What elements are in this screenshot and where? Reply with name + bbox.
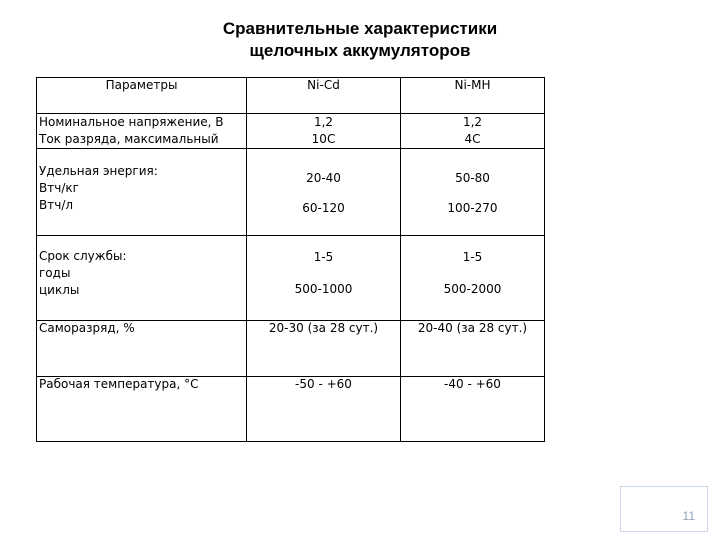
page-number: 11 xyxy=(682,509,695,523)
row-label: Срок службы: xyxy=(39,249,127,263)
nimh-value: 100-270 xyxy=(447,201,498,215)
row-label: Удельная энергия: xyxy=(39,164,158,178)
nicd-value: 10C xyxy=(311,132,336,146)
nimh-cell xyxy=(401,114,545,149)
header-nimh: Ni-MH xyxy=(401,78,545,114)
nimh-value: 1-5 xyxy=(462,250,483,264)
slide-title-line-2: щелочных аккумуляторов xyxy=(249,41,471,60)
row-label: Втч/л xyxy=(39,198,74,212)
table-row xyxy=(37,321,545,377)
row-label: Рабочая температура, °С xyxy=(37,377,247,442)
row-label: годы xyxy=(39,266,71,280)
nimh-value: -40 - +60 xyxy=(401,377,545,442)
nimh-value: 4C xyxy=(464,132,481,146)
row-label: Втч/кг xyxy=(39,181,79,195)
nimh-value: 500-2000 xyxy=(443,282,502,296)
table-row xyxy=(37,149,545,236)
row-label-cell xyxy=(37,114,247,149)
row-label: Номинальное напряжение, В xyxy=(39,115,224,129)
comparison-table xyxy=(36,77,545,442)
nicd-value: 20-40 xyxy=(306,171,341,185)
nimh-cell xyxy=(401,236,545,321)
row-label: Саморазряд, % xyxy=(37,321,247,377)
nimh-value: 50-80 xyxy=(455,171,490,185)
nicd-value: 500-1000 xyxy=(294,282,353,296)
nicd-value: 20-30 (за 28 сут.) xyxy=(247,321,401,377)
nicd-cell xyxy=(247,236,401,321)
nicd-value: 1-5 xyxy=(313,250,334,264)
nicd-value: 60-120 xyxy=(302,201,345,215)
row-label: Ток разряда, максимальный xyxy=(39,132,219,146)
table-row xyxy=(37,114,545,149)
nimh-cell xyxy=(401,149,545,236)
nicd-cell xyxy=(247,114,401,149)
row-label-cell xyxy=(37,236,247,321)
table-row xyxy=(37,236,545,321)
nicd-value: 1,2 xyxy=(313,115,334,129)
page-number-box xyxy=(620,486,708,532)
nicd-value: -50 - +60 xyxy=(247,377,401,442)
slide-title-line-1: Сравнительные характеристики xyxy=(222,19,498,38)
table-header-row xyxy=(37,78,545,114)
nimh-value: 1,2 xyxy=(462,115,483,129)
nimh-value: 20-40 (за 28 сут.) xyxy=(401,321,545,377)
slide-title xyxy=(0,18,720,62)
table-row xyxy=(37,377,545,442)
header-nicd: Ni-Cd xyxy=(247,78,401,114)
nicd-cell xyxy=(247,149,401,236)
row-label-cell xyxy=(37,149,247,236)
row-label: циклы xyxy=(39,283,80,297)
header-parameters: Параметры xyxy=(37,78,247,114)
